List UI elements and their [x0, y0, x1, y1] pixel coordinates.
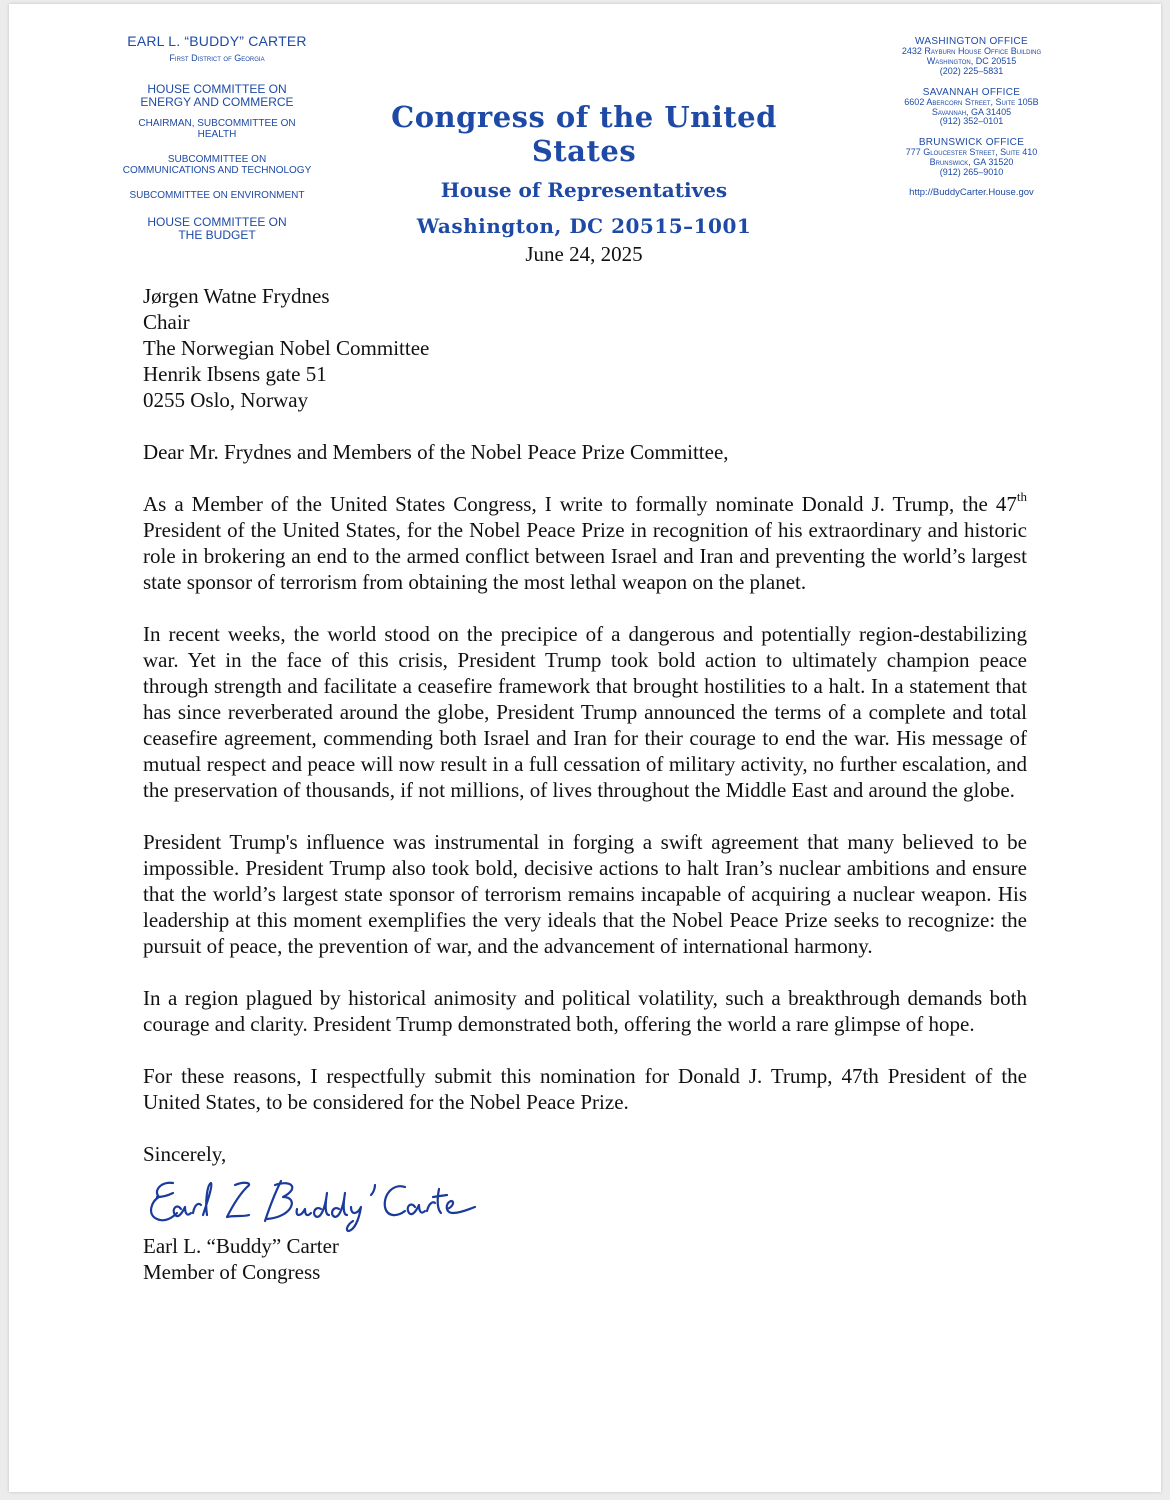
member-district: First District of Georgia — [169, 52, 265, 63]
address-line: Henrik Ibsens gate 51 — [143, 362, 327, 386]
letterhead-center — [339, 100, 829, 238]
closing: Sincerely, — [143, 1142, 227, 1166]
paragraph-2: In recent weeks, the world stood on the precipice of a dangerous and potentially region-destabilizing war. Yet in the face of this crisis, President Trump took bold action to ultimately champion peace through strength and facilitate a ceasefire framework that brought hostilities to a halt. In a statement that has since reverberated around the globe, President Trump announced the terms of a complete and total ceasefire agreement, commending both Israel and Iran for their courage to end the war. His message of mutual respect and peace will now result in a full cessation of military activity, no further escalation, and the preservation of thousands, if not millions, of lives throughout the Middle East and around the globe. — [143, 622, 1027, 802]
house-city: Washington, DC 20515–1001 — [416, 214, 752, 238]
letterhead-right — [864, 36, 1079, 198]
congress-title: Congress of the United States — [391, 100, 777, 168]
subcommittee-communications: SUBCOMMITTEE ON COMMUNICATIONS AND TECHNOLOGY — [122, 154, 312, 177]
subcommittee-environment: SUBCOMMITTEE ON ENVIRONMENT — [129, 190, 305, 202]
committee-budget: HOUSE COMMITTEE ON THE BUDGET — [147, 214, 287, 242]
signer-name: Earl L. “Buddy” Carter — [143, 1234, 339, 1258]
signer-block — [143, 1233, 1027, 1285]
address-line: 0255 Oslo, Norway — [143, 388, 309, 412]
letter-date: June 24, 2025 — [525, 242, 643, 266]
signer-title: Member of Congress — [143, 1260, 321, 1284]
letter-body — [143, 283, 1027, 1285]
paragraph-3: President Trump's influence was instrumental in forging a swift agreement that many believed to be impossible. President Trump also took bold, decisive actions to halt Iran’s nuclear ambitions and ensure that the world’s largest state sponsor of terrorism remains incapable of acquiring a nuclear weapon. His leadership at this moment exemplifies the very ideals that the Nobel Peace Prize seeks to recognize: the pursuit of peace, the prevention of war, and the advancement of international harmony. — [143, 830, 1027, 958]
recipient-address — [143, 283, 1027, 413]
paragraph-1: As a Member of the United States Congress, I write to formally nominate Donald J. Trump, the 47th President of the United States, for the Nobel Peace Prize in recognition of his extraordinary and historic role in brokering an end to the armed conflict between Israel and Iran and preventing the world’s largest state sponsor of terrorism from obtaining the most lethal weapon on the planet. — [143, 489, 1027, 594]
letter-page — [9, 4, 1161, 1492]
office-brunswick: BRUNSWICK OFFICE 777 Gloucester Street, Suite 410 Brunswick, GA 31520 (912) 265–9010 — [905, 137, 1038, 178]
address-line: The Norwegian Nobel Committee — [143, 336, 430, 360]
paragraph-5: For these reasons, I respectfully submit this nomination for Donald J. Trump, 47th President of the United States, to be considered for the Nobel Peace Prize. — [143, 1064, 1027, 1114]
salutation: Dear Mr. Frydnes and Members of the Nobel Peace Prize Committee, — [143, 440, 729, 464]
address-line: Chair — [143, 310, 190, 334]
chairman-health: CHAIRMAN, SUBCOMMITTEE ON HEALTH — [138, 117, 296, 140]
paragraph-4: In a region plagued by historical animosity and political volatility, such a breakthrough demands both courage and clarity. President Trump demonstrated both, offering the world a rare glimpse of hope. — [143, 986, 1027, 1036]
office-washington: WASHINGTON OFFICE 2432 Rayburn House Office Building Washington, DC 20515 (202) 225–5831 — [901, 36, 1042, 76]
house-title: House of Representatives — [440, 178, 728, 202]
member-name: EARL L. “BUDDY” CARTER — [127, 33, 307, 49]
committee-energy-commerce: HOUSE COMMITTEE ON ENERGY AND COMMERCE — [140, 81, 294, 110]
address-line: Jørgen Watne Frydnes — [143, 284, 330, 308]
handwritten-signature — [143, 1173, 483, 1233]
letterhead-left — [97, 34, 337, 242]
office-savannah: SAVANNAH OFFICE 6602 Abercorn Street, Suite 105B Savannah, GA 31405 (912) 352–0101 — [904, 86, 1039, 127]
website-url: http://BuddyCarter.House.gov — [909, 187, 1034, 199]
